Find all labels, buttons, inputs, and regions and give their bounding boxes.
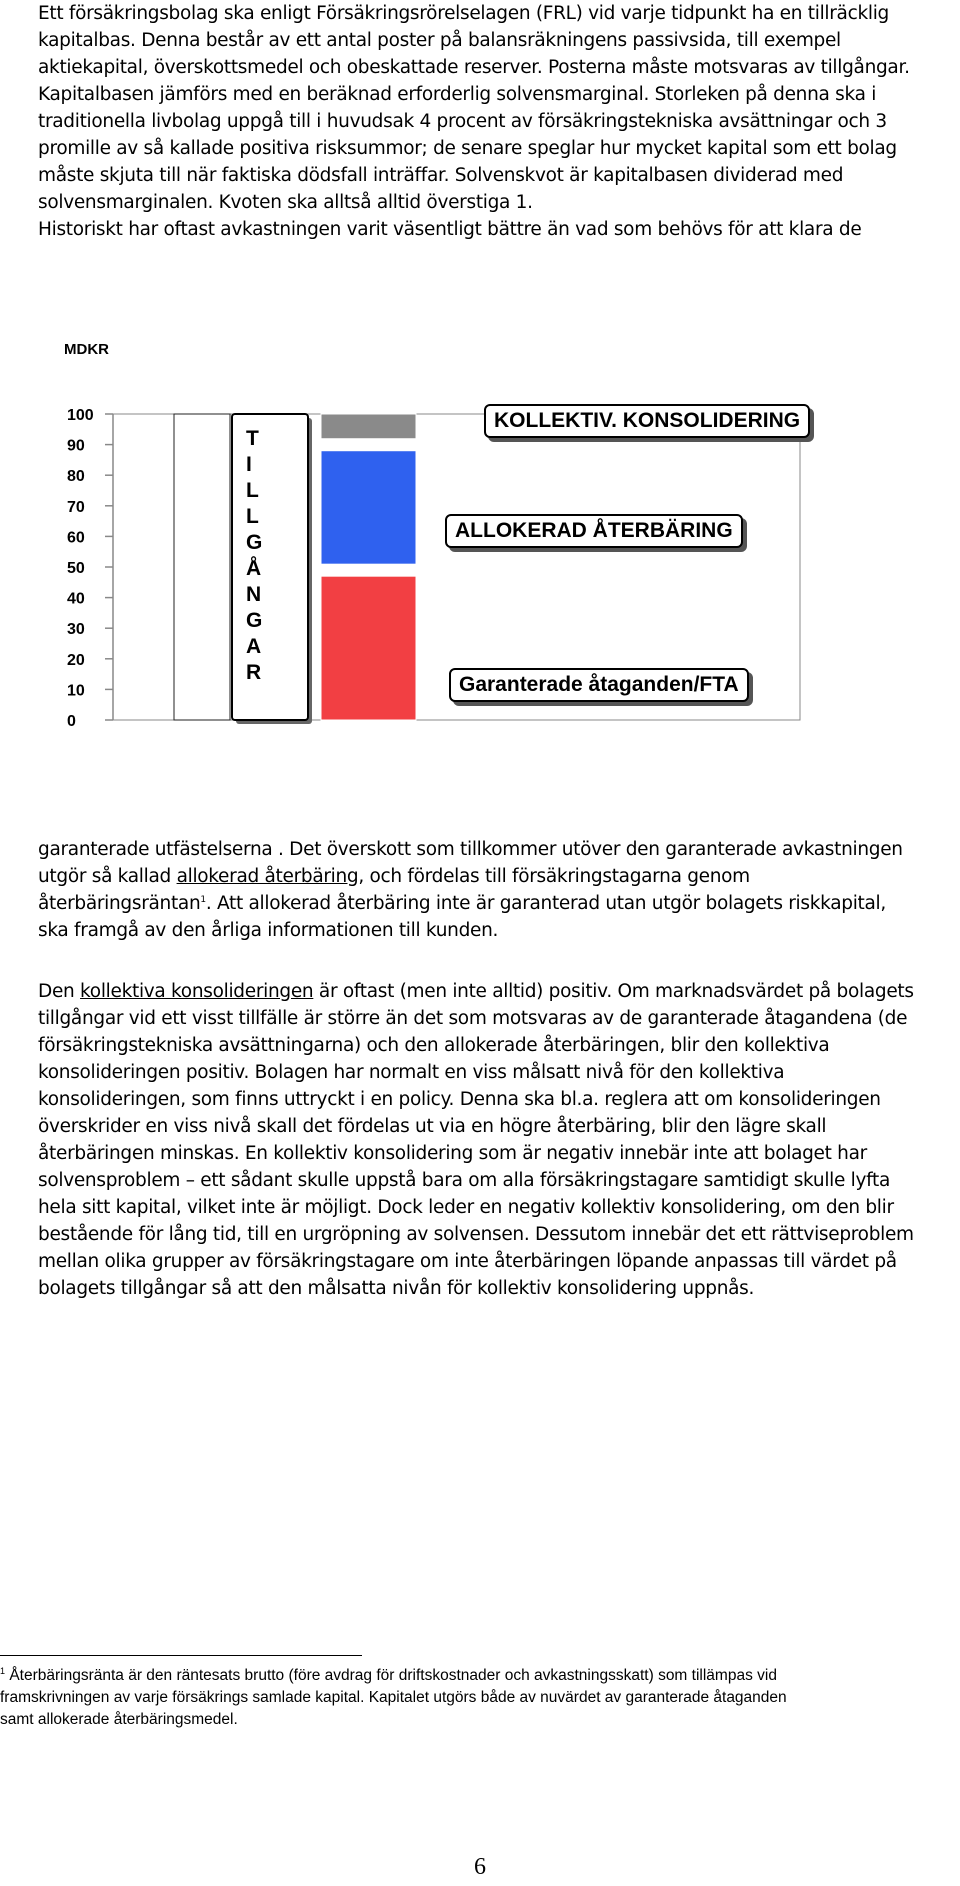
text-line: aktiekapital, överskottsmedel och obeskattade reserver. Posterna måste motsvaras av tillgångar. xyxy=(38,57,910,78)
tillgangar-letter: R xyxy=(246,661,262,684)
text-line: återbäringen minskas. En kollektiv konsolidering som är negativ innebär inte att bolaget har xyxy=(38,1143,867,1164)
text-line: framskrivningen av varje försäkrings samlade kapital. Kapitalet utgörs både av nuvärdet av garanterade åtaganden xyxy=(0,1689,787,1706)
text-line xyxy=(0,1665,960,1687)
footnote-divider xyxy=(0,1655,362,1656)
text-line xyxy=(38,978,958,1005)
tillgangar-letter: T xyxy=(246,427,259,450)
y-tick-label: 50 xyxy=(67,560,85,577)
unit-label: MDKR xyxy=(64,341,109,358)
y-tick-label: 90 xyxy=(67,437,85,455)
y-tick-label: 70 xyxy=(67,498,85,516)
tillgangar-letter: A xyxy=(246,635,262,658)
bar-tillgangar xyxy=(232,414,308,720)
text-line: samt allokerade återbäringsmedel. xyxy=(0,1711,238,1728)
y-tick-label: 20 xyxy=(67,651,85,669)
tillgangar-letter: G xyxy=(246,609,263,632)
text-span: , och fördelas till försäkringstagarna genom xyxy=(358,866,750,887)
text-line xyxy=(38,890,958,917)
text-span: Återbäringsränta är den räntesats brutto (före avdrag för driftskostnader och avkastningsskatt) som tillämpas vid xyxy=(5,1667,777,1684)
footnote xyxy=(0,1665,960,1731)
konsolidering-paragraph xyxy=(38,978,958,1302)
tillgangar-letter: N xyxy=(246,583,262,606)
text-line: garanterade utfästelserna . Det överskott som tillkommer utöver den garanterade avkastningen xyxy=(38,839,903,860)
tillgangar-letter: L xyxy=(246,479,259,502)
text-line: måste skjuta till när faktiska dödsfall inträffar. Solvenskvot är kapitalbasen dividerad med xyxy=(38,165,844,186)
callout-allokerad-aterbaring: ALLOKERAD ÅTERBÄRING xyxy=(445,514,743,548)
tillgangar-letter: G xyxy=(246,531,263,554)
bar-garanterade-ataganden xyxy=(321,576,416,720)
footnote-marker: 1 xyxy=(0,1665,6,1676)
text-line: Historiskt har oftast avkastningen varit väsentligt bättre än vad som behövs för att klara de xyxy=(38,219,862,240)
background-column xyxy=(174,414,230,720)
text-span: Den xyxy=(38,981,81,1002)
text-line: hela sitt kapital, vilket inte är möjligt. Dock leder en negativ kollektiv konsolidering, om den blir xyxy=(38,1197,894,1218)
balance-chart xyxy=(0,330,960,750)
text-line: solvensproblem – ett sådant skulle uppstå bara om alla försäkringstagare samtidigt skulle lyfta xyxy=(38,1170,891,1191)
text-line: överskrider en viss nivå skall det fördelas ut via en högre återbäring, blir den lägre skall xyxy=(38,1116,827,1137)
y-tick-label: 60 xyxy=(67,529,85,547)
intro-paragraph xyxy=(38,0,958,243)
text-line: ska framgå av den årliga informationen till kunden. xyxy=(38,920,499,941)
text-line: Ett försäkringsbolag ska enligt Försäkringsrörelselagen (FRL) vid varje tidpunkt ha en tillräcklig xyxy=(38,3,889,24)
text-line: Kapitalbasen jämförs med en beräknad erforderlig solvensmarginal. Storleken på denna ska i xyxy=(38,84,877,105)
allokerad-paragraph xyxy=(38,836,958,944)
bar-kollektiv-konsolidering xyxy=(321,414,416,439)
text-line: tillgångar vid ett visst tillfälle är större än det som motsvaras av de garanterade åtagandena (de xyxy=(38,1008,908,1029)
page-number: 6 xyxy=(474,1854,486,1880)
y-tick-label: 10 xyxy=(67,682,85,700)
text-span: utgör så kallad xyxy=(38,866,177,887)
text-line: bestående för lång tid, till en urgröpning av solvensen. Dessutom innebär det ett rättviseproblem xyxy=(38,1224,914,1245)
y-tick-label: 40 xyxy=(67,590,85,608)
callout-kollektiv-konsolidering: KOLLEKTIV. KONSOLIDERING xyxy=(484,404,810,438)
y-tick-label: 30 xyxy=(67,621,85,639)
text-span: är oftast (men inte alltid) positiv. Om marknadsvärdet på bolagets xyxy=(313,981,914,1002)
text-line: konsolideringen, som finns uttryckt i en policy. Denna ska bl.a. reglera att om konsolideringen xyxy=(38,1089,881,1110)
text-span: . Att allokerad återbäring inte är garanterad utan utgör bolagets riskkapital, xyxy=(205,893,886,914)
text-line: bolagets tillgångar så att den målsatta nivån för kollektiv konsolidering uppnås. xyxy=(38,1278,755,1299)
text-line: mellan olika grupper av försäkringstagare om inte återbäringen löpande anpassas till värdet på xyxy=(38,1251,897,1272)
term-kollektiva-konsolideringen: kollektiva konsolideringen xyxy=(80,981,314,1002)
text-line: kapitalbas. Denna består av ett antal poster på balansräkningens passivsida, till exempel xyxy=(38,30,841,51)
y-ticks xyxy=(67,407,113,730)
tillgangar-letter: Å xyxy=(246,557,262,580)
tillgangar-letter: L xyxy=(246,505,259,528)
bar-allokerad-aterbaring xyxy=(321,451,416,564)
y-tick-label: 100 xyxy=(67,407,94,424)
footnote-reference[interactable]: 1 xyxy=(200,894,206,905)
term-allokerad-aterbaring: allokerad återbäring xyxy=(176,866,359,887)
tillgangar-letter: I xyxy=(246,453,252,476)
text-line: promille av så kallade positiva risksummor; de senare speglar hur mycket kapital som ett bolag xyxy=(38,138,897,159)
text-line: traditionella livbolag uppgå till i huvudsak 4 procent av försäkringstekniska avsättningar och 3 xyxy=(38,111,887,132)
text-span: återbäringsräntan xyxy=(38,893,201,914)
y-tick-label: 80 xyxy=(67,468,85,486)
text-line: försäkringstekniska avsättningarna) och den allokerade återbäringen, blir den kollektiva xyxy=(38,1035,830,1056)
text-line xyxy=(38,863,958,890)
text-line: solvensmarginalen. Kvoten ska alltså alltid överstiga 1. xyxy=(38,192,533,213)
callout-garanterade-ataganden: Garanterade åtaganden/FTA xyxy=(449,668,749,702)
text-line: konsolideringen positiv. Bolagen har normalt en viss målsatt nivå för den kollektiva xyxy=(38,1062,785,1083)
y-tick-label: 0 xyxy=(67,713,76,730)
